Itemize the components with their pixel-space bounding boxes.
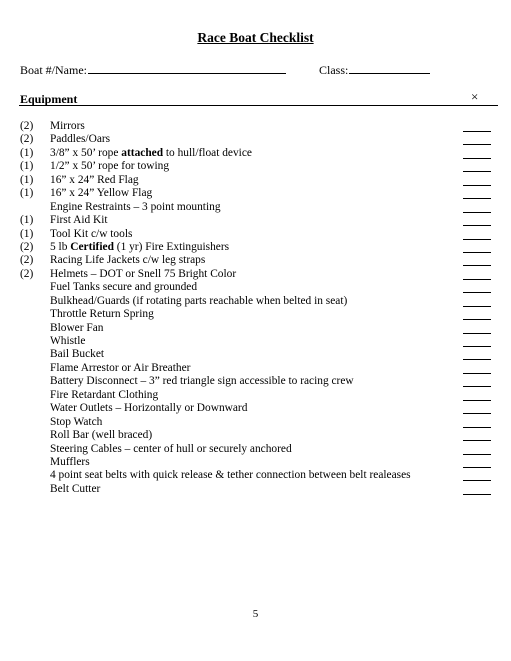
item-text: Stop Watch: [50, 415, 103, 428]
item-description: [50, 389, 158, 402]
checklist-item: [0, 483, 511, 496]
checklist-item: [0, 322, 511, 335]
checklist-item: [0, 120, 511, 133]
checklist-item: [0, 375, 511, 388]
check-blank[interactable]: [463, 359, 491, 360]
check-blank[interactable]: [463, 144, 491, 145]
checklist-item: [0, 187, 511, 200]
item-text: Battery Disconnect – 3” red triangle sign accessible to racing crew: [50, 375, 354, 388]
item-description: [50, 160, 169, 173]
item-description: [50, 322, 103, 335]
item-description: [50, 201, 221, 214]
item-quantity: (1): [20, 187, 34, 200]
checklist-item: [0, 241, 511, 254]
check-blank[interactable]: [463, 454, 491, 455]
item-text: Steering Cables – center of hull or securely anchored: [50, 442, 292, 455]
item-text: First Aid Kit: [50, 214, 108, 227]
item-description: [50, 241, 229, 254]
item-description: [50, 469, 411, 482]
item-description: [50, 268, 236, 281]
check-blank[interactable]: [463, 239, 491, 240]
boat-name-field[interactable]: [20, 61, 286, 78]
check-blank[interactable]: [463, 185, 491, 186]
item-description: [50, 456, 90, 469]
item-description: [50, 147, 252, 160]
check-blank[interactable]: [463, 212, 491, 213]
section-divider: [19, 105, 498, 106]
section-heading: Equipment: [20, 92, 78, 106]
checklist-item: [0, 268, 511, 281]
checklist-item: [0, 228, 511, 241]
item-description: [50, 174, 139, 187]
item-text: 16” x 24” Yellow Flag: [50, 187, 153, 200]
item-text: Roll Bar (well braced): [50, 429, 153, 442]
boat-name-label: Boat #/Name:: [20, 63, 87, 77]
check-blank[interactable]: [463, 171, 491, 172]
check-blank[interactable]: [463, 480, 491, 481]
item-text: Blower Fan: [50, 321, 104, 334]
item-description: [50, 187, 152, 200]
check-blank[interactable]: [463, 467, 491, 468]
checklist-item: [0, 456, 511, 469]
item-text: Bulkhead/Guards (if rotating parts reachable when belted in seat): [50, 294, 348, 307]
check-blank[interactable]: [463, 440, 491, 441]
item-quantity: (2): [20, 267, 34, 280]
item-text: Water Outlets – Horizontally or Downward: [50, 402, 248, 415]
page-number: 5: [252, 608, 259, 620]
page-title: Race Boat Checklist: [197, 30, 314, 45]
checklist-item: [0, 254, 511, 267]
item-description: [50, 281, 197, 294]
item-text: to hull/float device: [163, 146, 252, 159]
check-blank[interactable]: [463, 400, 491, 401]
check-blank[interactable]: [463, 494, 491, 495]
class-blank[interactable]: [349, 61, 430, 74]
item-text-emphasis: Certified: [70, 240, 114, 253]
item-text: Helmets – DOT or Snell 75 Bright Color: [50, 267, 237, 280]
item-description: [50, 348, 104, 361]
class-label: Class:: [319, 63, 349, 77]
item-text: Fire Retardant Clothing: [50, 388, 159, 401]
item-quantity: (2): [20, 240, 34, 253]
item-text: 3/8” x 50’ rope: [50, 146, 122, 159]
class-field[interactable]: [319, 61, 430, 78]
item-text: 4 point seat belts with quick release & tether connection between belt realeases: [50, 469, 411, 482]
item-description: [50, 254, 205, 267]
checklist-item: [0, 362, 511, 375]
item-description: [50, 362, 190, 375]
checklist-item: [0, 214, 511, 227]
item-text: Whistle: [50, 335, 86, 347]
item-text: Paddles/Oars: [50, 133, 111, 146]
check-blank[interactable]: [463, 413, 491, 414]
check-blank[interactable]: [463, 333, 491, 334]
item-description: [50, 295, 347, 308]
item-quantity: (1): [20, 227, 34, 240]
check-blank[interactable]: [463, 319, 491, 320]
item-text: 1/2” x 50’ rope for towing: [50, 160, 170, 173]
checklist-item: [0, 402, 511, 415]
check-column-header: ×: [471, 89, 479, 104]
item-description: [50, 133, 110, 146]
checklist-item: [0, 429, 511, 442]
check-blank[interactable]: [463, 346, 491, 347]
check-blank[interactable]: [463, 158, 491, 159]
checklist-item: [0, 281, 511, 294]
item-text: Mirrors: [50, 120, 85, 132]
check-blank[interactable]: [463, 279, 491, 280]
checklist-item: [0, 469, 511, 482]
item-text: (1 yr) Fire Extinguishers: [113, 240, 230, 253]
item-quantity: (1): [20, 214, 34, 227]
check-blank[interactable]: [463, 265, 491, 266]
checklist-item: [0, 295, 511, 308]
item-description: [50, 214, 108, 227]
item-quantity: (2): [20, 254, 34, 267]
item-description: [50, 443, 292, 456]
item-text: Fuel Tanks secure and grounded: [50, 281, 198, 294]
item-text: Tool Kit c/w tools: [50, 227, 133, 240]
checklist-item: [0, 133, 511, 146]
item-text: Flame Arrestor or Air Breather: [50, 361, 191, 374]
checklist: [0, 120, 511, 496]
check-blank[interactable]: [463, 427, 491, 428]
check-blank[interactable]: [463, 198, 491, 199]
item-quantity: (1): [20, 173, 34, 186]
boat-name-blank[interactable]: [88, 61, 286, 74]
item-text: Bail Bucket: [50, 348, 105, 361]
item-quantity: (1): [20, 160, 34, 173]
item-description: [50, 228, 132, 241]
check-blank[interactable]: [463, 252, 491, 253]
item-text: Belt Cutter: [50, 482, 101, 495]
checklist-item: [0, 416, 511, 429]
check-blank[interactable]: [463, 373, 491, 374]
item-text: Mufflers: [50, 455, 90, 468]
checklist-item: [0, 308, 511, 321]
check-blank[interactable]: [463, 292, 491, 293]
check-blank[interactable]: [463, 131, 491, 132]
item-quantity: (2): [20, 133, 34, 146]
item-text: Throttle Return Spring: [50, 308, 154, 321]
check-blank[interactable]: [463, 386, 491, 387]
item-description: [50, 308, 154, 321]
check-blank[interactable]: [463, 306, 491, 307]
check-blank[interactable]: [463, 225, 491, 226]
item-description: [50, 375, 354, 388]
item-text: Engine Restraints – 3 point mounting: [50, 200, 221, 213]
item-description: [50, 429, 152, 442]
item-quantity: (1): [20, 146, 34, 159]
checklist-item: [0, 335, 511, 348]
checklist-item: [0, 147, 511, 160]
item-description: [50, 402, 247, 415]
checklist-item: [0, 160, 511, 173]
item-text: 5 lb: [50, 240, 71, 253]
checklist-item: [0, 348, 511, 361]
item-quantity: (2): [20, 120, 34, 132]
checklist-item: [0, 389, 511, 402]
item-text: 16” x 24” Red Flag: [50, 173, 139, 186]
item-description: [50, 483, 100, 496]
item-text-emphasis: attached: [121, 146, 164, 159]
item-description: [50, 416, 102, 429]
checklist-item: [0, 201, 511, 214]
checklist-item: [0, 443, 511, 456]
checklist-item: [0, 174, 511, 187]
item-text: Racing Life Jackets c/w leg straps: [50, 254, 206, 267]
item-description: [50, 335, 85, 348]
item-description: [50, 120, 85, 133]
